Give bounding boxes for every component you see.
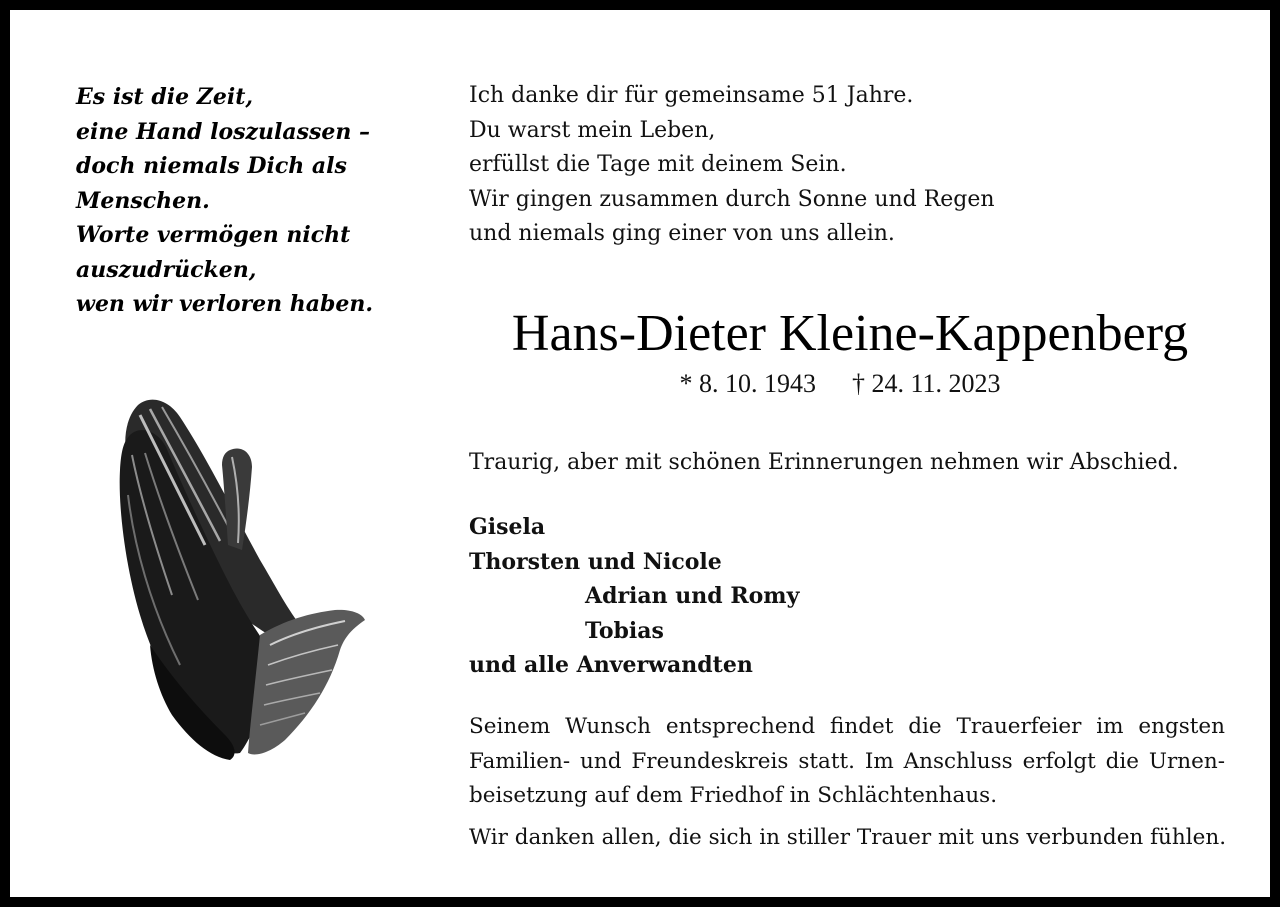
thanks-text: Wir danken allen, die sich in stiller Trauer mit uns verbunden fühlen. [469, 825, 1227, 850]
motto-line: Worte vermögen nicht [76, 222, 351, 248]
mourner-name: Gisela [469, 514, 546, 540]
poem [469, 79, 1209, 252]
motto-line: wen wir verloren haben. [76, 291, 374, 317]
motto-line: auszudrücken, [76, 256, 257, 283]
notice-line: beisetzung auf dem Friedhof in Schlächtenhaus. [469, 783, 998, 808]
mourner-name: Thorsten und Nicole [469, 548, 722, 575]
birth-date: * 8. 10. 1943 [679, 369, 816, 398]
funeral-notice [469, 710, 1225, 814]
motto-line: Menschen. [76, 187, 210, 214]
poem-line: Ich danke dir für gemeinsame 51 Jahre. [469, 83, 914, 108]
farewell-text: Traurig, aber mit schönen Erinnerungen nehmen wir Abschied. [469, 450, 1179, 475]
mourner-name: Adrian und Romy [585, 583, 800, 609]
praying-hands-icon [110, 395, 370, 765]
deceased-name: Hans-Dieter Kleine-Kappenberg [511, 305, 1189, 362]
poem-line: erfüllst die Tage mit deinem Sein. [469, 152, 847, 177]
death-date: † 24. 11. 2023 [851, 369, 1001, 398]
mourner-name: und alle Anverwandten [469, 652, 753, 678]
mourner-name: Tobias [585, 617, 664, 644]
life-dates [470, 368, 1210, 400]
poem-line: und niemals ging einer von uns allein. [469, 221, 895, 246]
notice-line: Familien- und Freundeskreis statt. Im Anschluss erfolgt die Urnen- [469, 748, 1225, 774]
motto-line: doch niemals Dich als [76, 153, 347, 179]
motto-line: Es ist die Zeit, [76, 84, 254, 110]
notice-line: Seinem Wunsch entsprechend findet die Trauerfeier im engsten [469, 714, 1225, 739]
motto-verse [76, 80, 436, 322]
poem-line: Wir gingen zusammen durch Sonne und Regen [469, 186, 995, 212]
poem-line: Du warst mein Leben, [469, 117, 716, 143]
motto-line: eine Hand loszulassen – [76, 118, 371, 145]
mourners-list [469, 510, 1229, 683]
